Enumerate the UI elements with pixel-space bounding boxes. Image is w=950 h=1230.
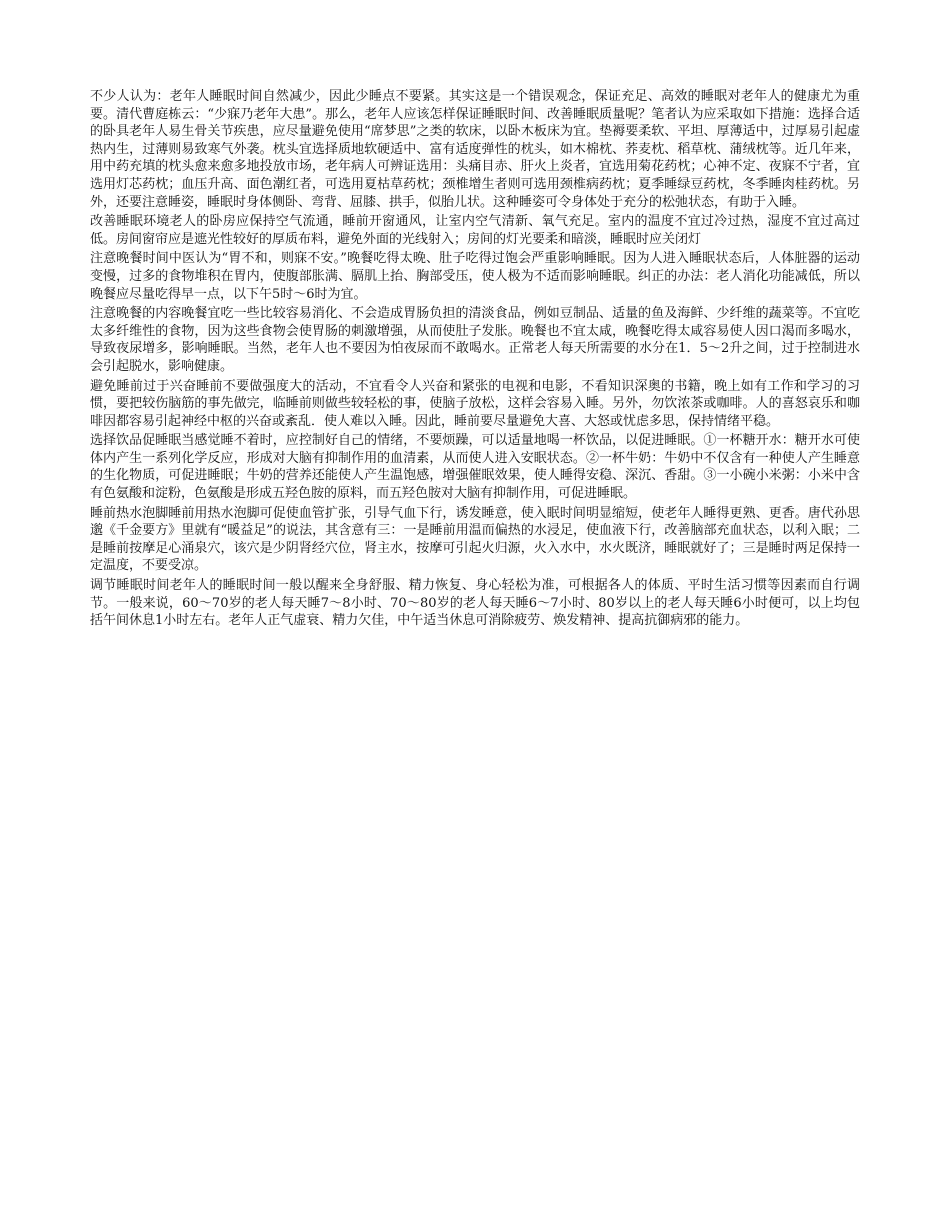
paragraph-sleep-environment: 改善睡眠环境老人的卧房应保持空气流通，睡前开窗通风，让室内空气清新、氧气充足。室内的温度不宜过冷过热，湿度不宜过高过低。房间窗帘应是遮光性较好的厚质布料，避免外面的光线射入；房间的灯光要柔和暗淡，睡眠时应关闭灯: [90, 214, 860, 247]
paragraph-dinner-content: 注意晚餐的内容晚餐宜吃一些比较容易消化、不会造成胃肠负担的清淡食品，例如豆制品、适量的鱼及海鲜、少纤维的蔬菜等。不宜吃太多纤维性的食物，因为这些食物会使胃肠的刺激增强，从而使肚子发胀。晚餐也不宜太咸，晚餐吃得太咸容易使人因口渴而多喝水，导致夜尿增多，影响睡眠。当然，老年人也不要因为怕夜尿而不敢喝水。正常老人每天所需要的水分在1．5～2升之间，过于控制进水会引起脱水，影响健康。: [90, 306, 860, 374]
paragraph-drinks: 选择饮品促睡眠当感觉睡不着时，应控制好自己的情绪，不要烦躁，可以适量地喝一杯饮品，以促进睡眠。①一杯糖开水：糖开水可使体内产生一系列化学反应，形成对大脑有抑制作用的血清素，从而使人进入安眠状态。②一杯牛奶：牛奶中不仅含有一种使人产生睡意的生化物质，可促进睡眠；牛奶的营养还能使人产生温饱感，增强催眠效果，使人睡得安稳、深沉、香甜。③一小碗小米粥：小米中含有色氨酸和淀粉，色氨酸是形成五羟色胺的原料，而五羟色胺对大脑有抑制作用，可促进睡眠。: [90, 433, 860, 502]
paragraph-avoid-excitement: 避免睡前过于兴奋睡前不要做强度大的活动，不宜看令人兴奋和紧张的电视和电影，不看知识深奥的书籍，晚上如有工作和学习的习惯，要把较伤脑筋的事先做完，临睡前则做些较轻松的事，使脑子放松，这样会容易入睡。另外，勿饮浓茶或咖啡。人的喜怒哀乐和咖啡因都容易引起神经中枢的兴奋或紊乱．使人难以入睡。因此，睡前要尽量避免大喜、大怒或忧虑多思，保持情绪平稳。: [90, 378, 860, 429]
paragraph-dinner-time: 注意晚餐时间中医认为“胃不和，则寐不安。”晚餐吃得太晚、肚子吃得过饱会严重影响睡眠。因为人进入睡眠状态后，人体脏器的运动变慢，过多的食物堆积在胃内，使腹部胀满、膈肌上抬、胸部受压，使人极为不适而影响睡眠。纠正的办法：老人消化功能减低，所以晚餐应尽量吃得早一点，以下午5时～6时为宜。: [90, 251, 860, 302]
paragraph-foot-bath: 睡前热水泡脚睡前用热水泡脚可促使血管扩张，引导气血下行，诱发睡意，使入眠时间明显缩短，使老年人睡得更熟、更香。唐代孙思邈《千金要方》里就有“暖益足”的说法，其含意有三：一是睡前用温而偏热的水浸足，使血液下行，改善脑部充血状态，以利入眠；二是睡前按摩足心涌泉穴，该穴是少阴肾经穴位，肾主水，按摩可引起火归源，火入水中，水火既济，睡眠就好了；三是睡时两足保持一定温度，不要受凉。: [90, 505, 860, 574]
paragraph-choose-bedding: 不少人认为：老年人睡眠时间自然减少，因此少睡点不要紧。其实这是一个错误观念，保证充足、高效的睡眠对老年人的健康尤为重要。清代曹庭栋云：“少寐乃老年大患”。那么，老年人应该怎样保证睡眠时间、改善睡眠质量呢？笔者认为应采取如下措施：选择合适的卧具老年人易生骨关节疾患，应尽量避免使用“席梦思”之类的软床，以卧木板床为宜。垫褥要柔软、平坦、厚薄适中，过厚易引起虚热内生，过薄则易致寒气外袭。枕头宜选择质地软硬适中、富有适度弹性的枕头，如木棉枕、荞麦枕、稻草枕、蒲绒枕等。近几年来，用中药充填的枕头愈来愈多地投放市场，老年病人可辨证选用：头痛目赤、肝火上炎者，宜选用菊花药枕；心神不定、夜寐不宁者，宜选用灯芯药枕；血压升高、面色潮红者，可选用夏枯草药枕；颈椎增生者则可选用颈椎病药枕；夏季睡绿豆药枕，冬季睡肉桂药枕。另外，还要注意睡姿，睡眠时身体侧卧、弯背、屈膝、拱手，似胎儿状。这种睡姿可令身体处于充分的松弛状态，有助于入睡。: [90, 89, 860, 210]
paragraph-sleep-duration: 调节睡眠时间老年人的睡眠时间一般以醒来全身舒服、精力恢复、身心轻松为准，可根据各人的体质、平时生活习惯等因素而自行调节。一般来说，60～70岁的老人每天睡7～8小时、70～80岁的老人每天睡6～7小时、80岁以上的老人每天睡6小时便可，以上均包括午间休息1小时左右。老年人正气虚衰、精力欠佳，中午适当休息可消除疲劳、焕发精神、提高抗御病邪的能力。: [90, 578, 860, 629]
document-body: [90, 88, 860, 632]
